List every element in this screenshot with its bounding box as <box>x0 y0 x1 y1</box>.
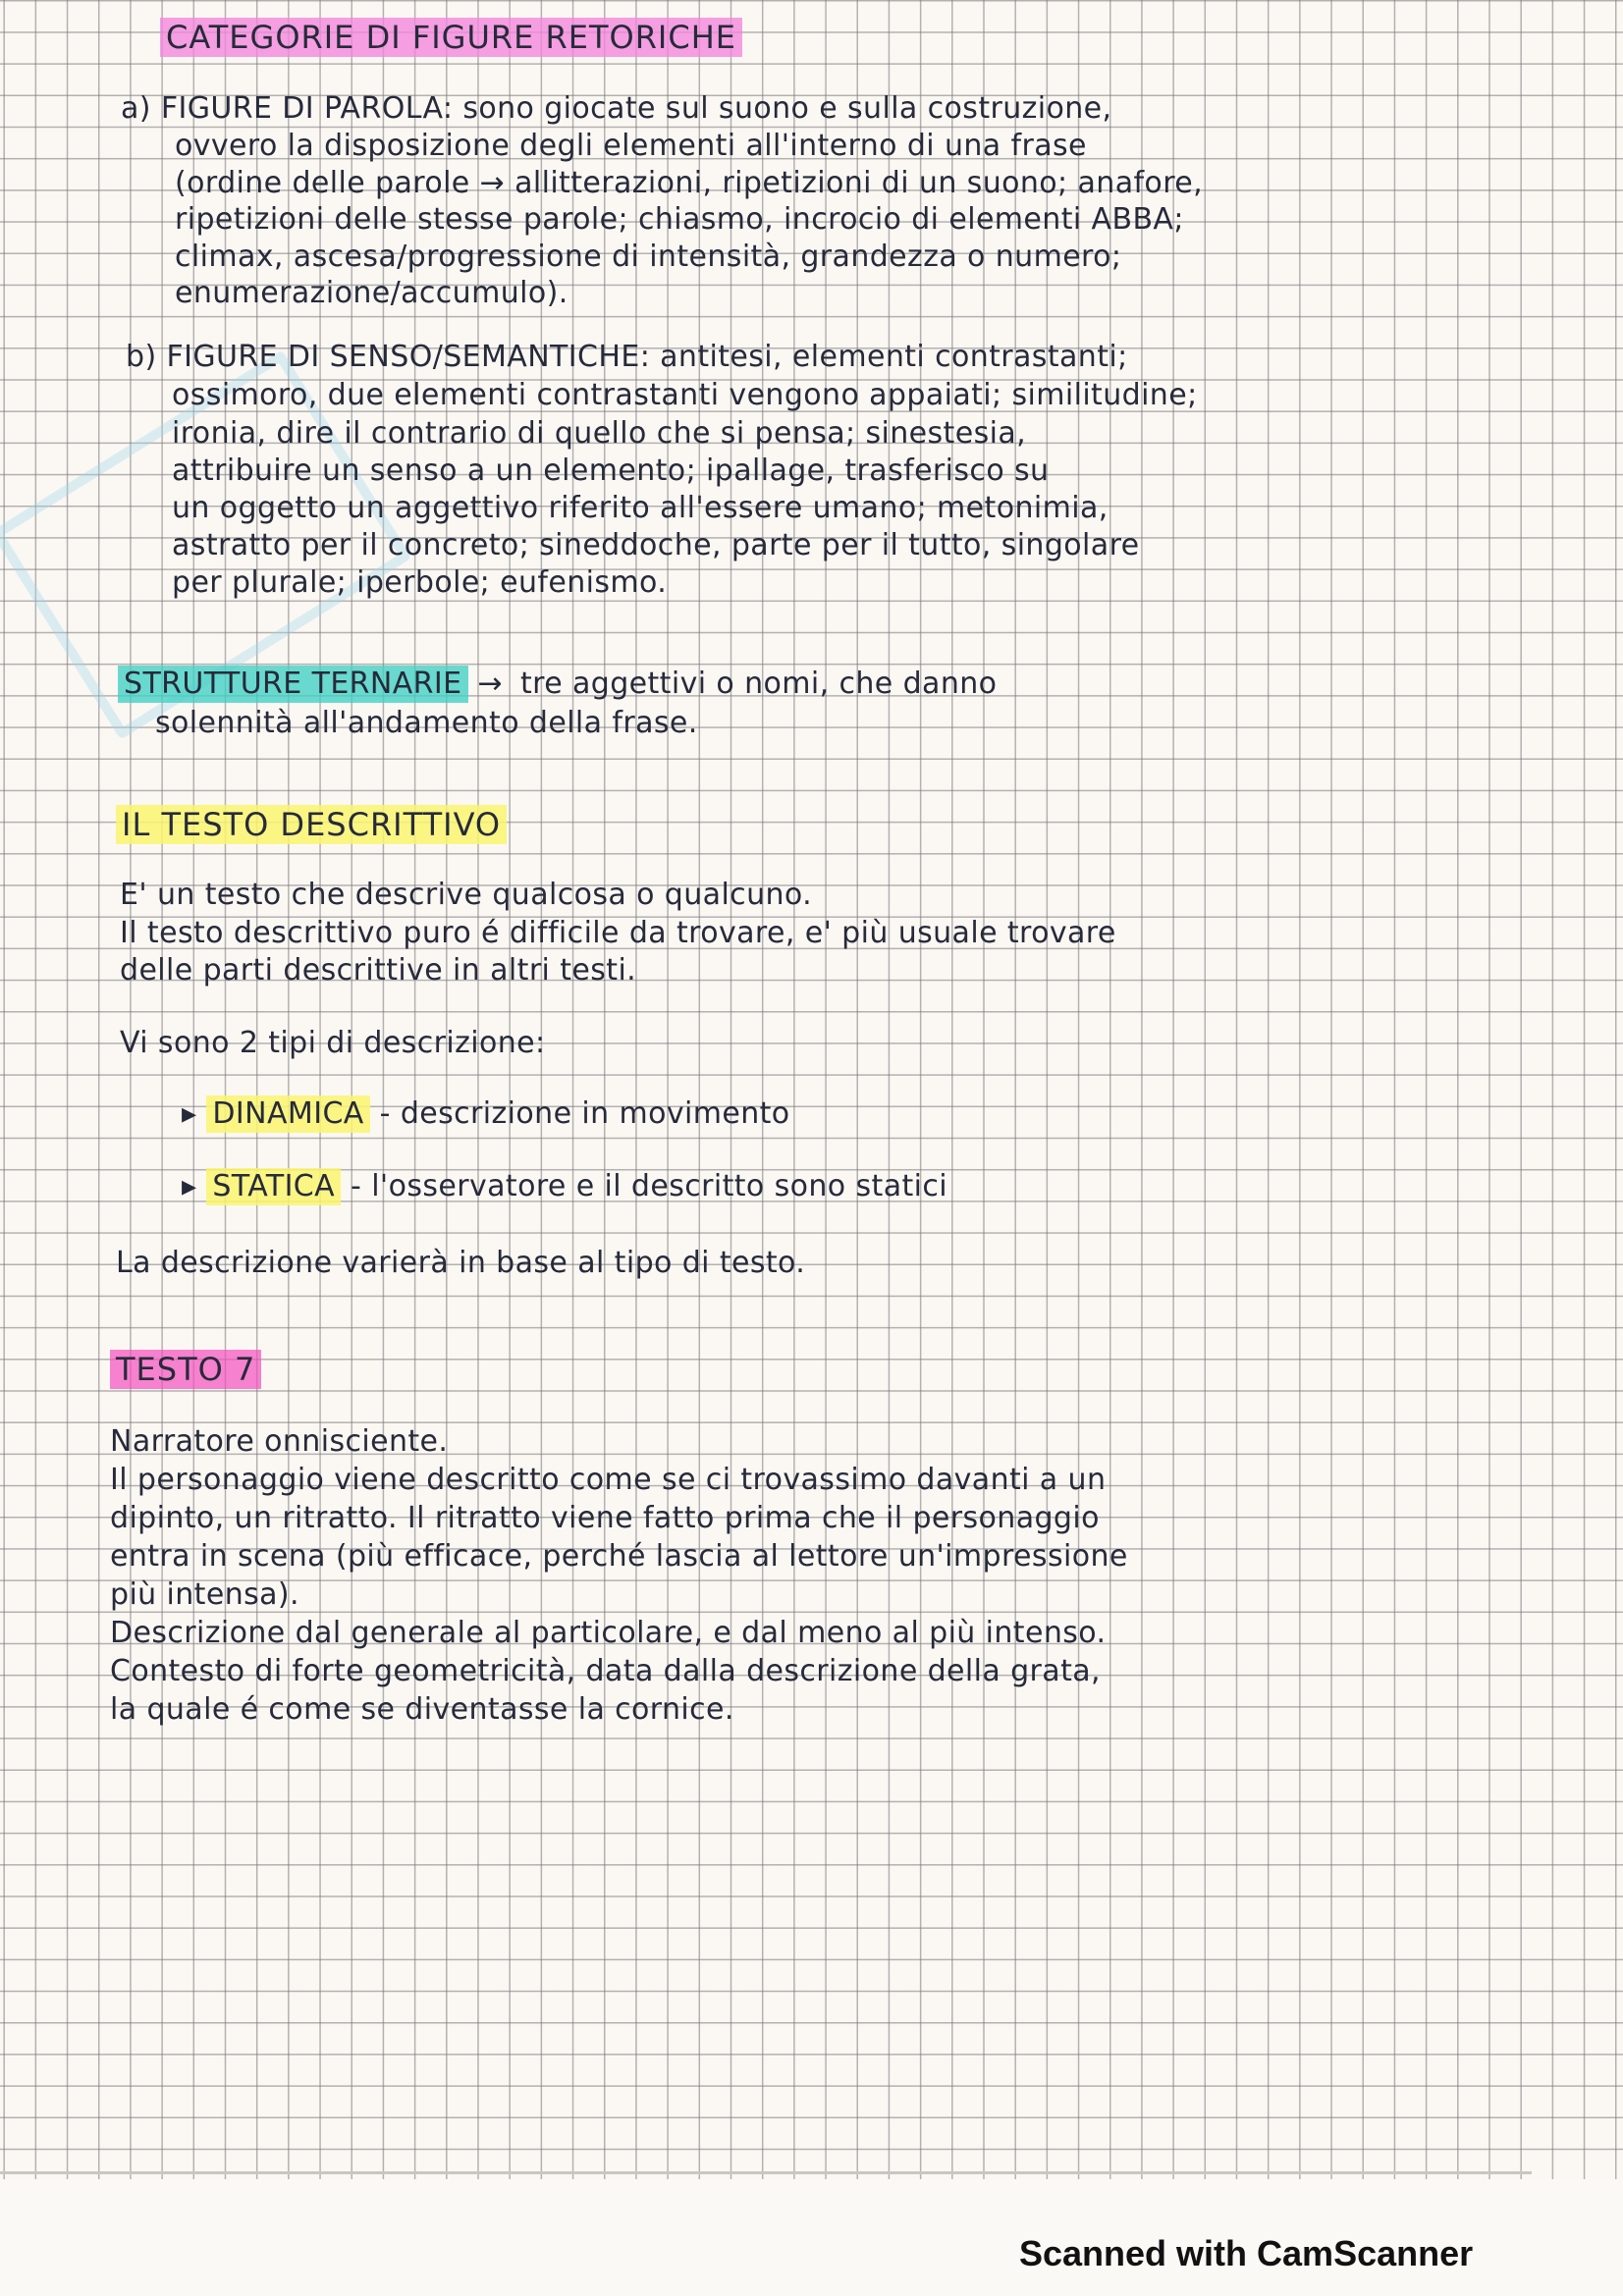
testo7-title <box>110 1350 261 1389</box>
tipo-desc: - descrizione in movimento <box>379 1096 790 1131</box>
arrow-right-icon: → <box>477 667 504 701</box>
page-title-text: CATEGORIE DI FIGURE RETORICHE <box>160 18 742 57</box>
triangle-bullet-icon: ▸ <box>182 1169 197 1203</box>
testo7-line: Il personaggio viene descritto come se ci trovassimo davanti a un <box>110 1463 1107 1497</box>
figure-senso-line: per plurale; iperbole; eufenismo. <box>172 565 668 600</box>
figure-senso-line: b) FIGURE DI SENSO/SEMANTICHE: antitesi, elementi contrastanti; <box>126 340 1128 374</box>
tipo-dinamica <box>182 1095 790 1133</box>
testo7-line: Descrizione dal generale al particolare, e dal meno al più intenso. <box>110 1616 1107 1650</box>
testo7-line: Contesto di forte geometricità, data dalla descrizione della grata, <box>110 1654 1101 1688</box>
testo-descrittivo-line: delle parti descrittive in altri testi. <box>120 953 637 988</box>
figure-senso-line: ossimoro, due elementi contrastanti vengono appaiati; similitudine; <box>172 378 1198 412</box>
figure-parola-line: enumerazione/accumulo). <box>175 276 568 310</box>
testo7-line: Narratore onnisciente. <box>110 1424 449 1459</box>
tipi-intro: Vi sono 2 tipi di descrizione: <box>120 1026 546 1060</box>
tipo-statica <box>182 1168 947 1205</box>
tipo-label: DINAMICA <box>206 1095 369 1133</box>
figure-parola-line: ripetizioni delle stesse parole; chiasmo, incrocio di elementi ABBA; <box>175 202 1184 237</box>
scanner-footer: Scanned with CamScanner <box>1019 2233 1474 2273</box>
descrizione-conclusione: La descrizione varierà in base al tipo di testo. <box>116 1246 806 1280</box>
figure-senso-line: un oggetto un aggettivo riferito all'essere umano; metonimia, <box>172 491 1109 525</box>
figure-parola-line: ovvero la disposizione degli elementi all'interno di una frase <box>175 129 1087 163</box>
strutture-line-1 <box>118 666 997 703</box>
paper-edge <box>0 2171 1532 2174</box>
figure-parola-line: climax, ascesa/progressione di intensità, grandezza o numero; <box>175 240 1122 274</box>
figure-senso-line: ironia, dire il contrario di quello che si pensa; sinestesia, <box>172 416 1027 451</box>
figure-senso-line: attribuire un senso a un elemento; ipallage, trasferisco su <box>172 454 1050 488</box>
tipo-desc: - l'osservatore e il descritto sono statici <box>351 1169 948 1203</box>
testo-descrittivo-title-text: IL TESTO DESCRITTIVO <box>116 805 507 844</box>
strutture-line-2: solennità all'andamento della frase. <box>155 706 698 740</box>
testo-descrittivo-title <box>116 805 507 844</box>
figure-parola-line: (ordine delle parole → allitterazioni, ripetizioni di un suono; anafore, <box>175 166 1204 200</box>
testo7-title-text: TESTO 7 <box>110 1350 261 1389</box>
figure-senso-line: astratto per il concreto; sineddoche, parte per il tutto, singolare <box>172 528 1140 562</box>
testo7-line: dipinto, un ritratto. Il ritratto viene fatto prima che il personaggio <box>110 1501 1100 1535</box>
figure-parola-line: a) FIGURE DI PAROLA: sono giocate sul suono e sulla costruzione, <box>121 91 1112 126</box>
testo7-line: più intensa). <box>110 1577 299 1612</box>
strutture-text: tre aggettivi o nomi, che danno <box>519 667 998 701</box>
tipo-label: STATICA <box>206 1168 341 1205</box>
testo-descrittivo-line: E' un testo che descrive qualcosa o qualcuno. <box>120 878 813 912</box>
triangle-bullet-icon: ▸ <box>182 1096 197 1131</box>
testo7-line: entra in scena (più efficace, perché lascia al lettore un'impressione <box>110 1539 1128 1574</box>
strutture-label: STRUTTURE TERNARIE <box>118 666 468 703</box>
page-title <box>160 18 742 57</box>
testo-descrittivo-line: Il testo descrittivo puro é difficile da trovare, e' più usuale trovare <box>120 916 1116 950</box>
testo7-line: la quale é come se diventasse la cornice. <box>110 1692 734 1727</box>
